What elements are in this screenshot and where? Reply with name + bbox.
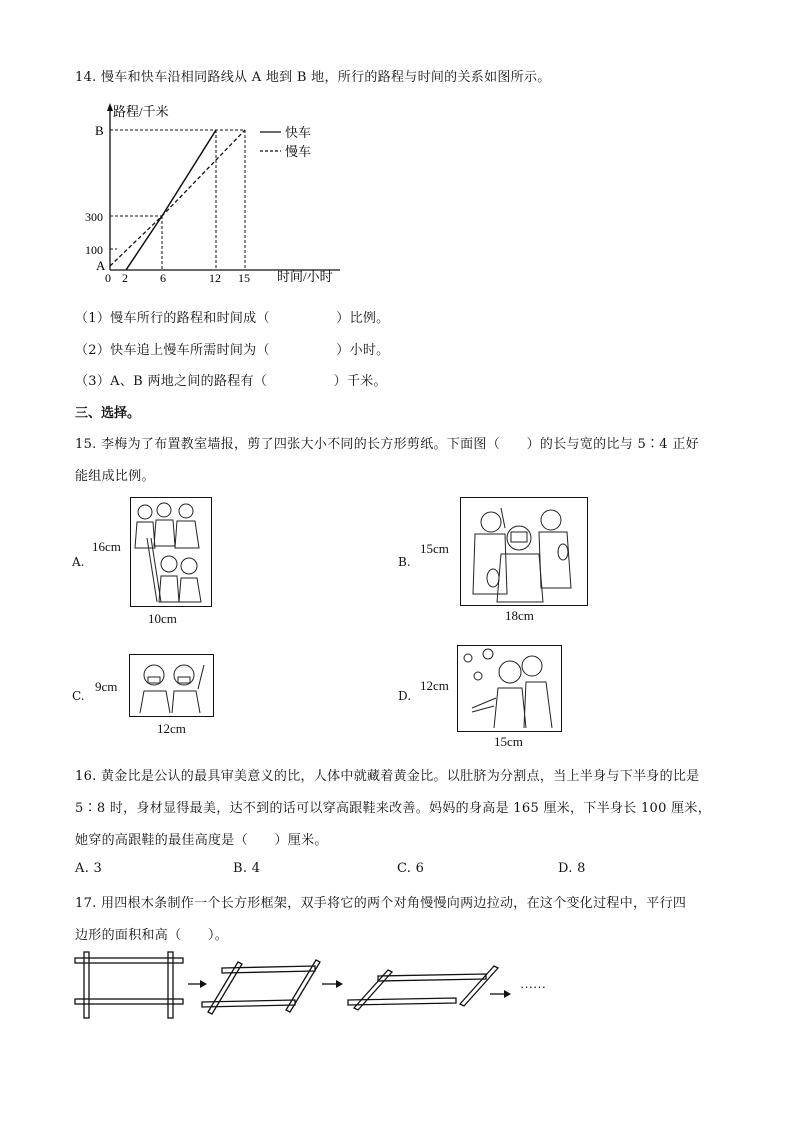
legend-slow: 慢车: [285, 144, 312, 159]
q15-option-b-height: 15cm: [420, 541, 449, 556]
q15-option-a-height: 16cm: [92, 539, 121, 554]
series-slow-car: [110, 130, 245, 266]
q14-sub2: （2）快车追上慢车所需时间为（ ）小时。: [75, 343, 390, 358]
x-tick-12: 12: [209, 271, 221, 285]
q17-frames-diagram: [70, 950, 550, 1030]
q16-option-b[interactable]: B. 4: [233, 861, 261, 876]
q15-option-a-letter[interactable]: A.: [72, 555, 85, 569]
arrow-right-icon: [322, 980, 343, 988]
q16-option-d[interactable]: D. 8: [558, 861, 586, 876]
parallelogram-frame-icon: [348, 966, 498, 1010]
legend-fast: 快车: [285, 125, 312, 140]
q15-option-b-letter[interactable]: B.: [398, 555, 411, 569]
q15-option-d-width: 15cm: [494, 734, 523, 749]
q14-text: 14. 慢车和快车沿相同路线从 A 地到 B 地，所行的路程与时间的关系如图所示。: [75, 70, 551, 85]
arrow-right-icon: [188, 980, 207, 988]
q14-sub3: （3）A、B 两地之间的路程有（ ）千米。: [75, 374, 387, 389]
q15-line1: 15. 李梅为了布置教室墙报，剪了四张大小不同的长方形剪纸。下面图（ ）的长与宽的比与 5∶4 正好: [75, 437, 699, 452]
q15-option-d-letter[interactable]: D.: [398, 689, 412, 703]
x-tick-2: 2: [122, 271, 128, 285]
q15-option-b-picture[interactable]: [460, 497, 588, 606]
section-title: 三、选择。: [75, 406, 141, 421]
q15-option-d-height: 12cm: [420, 678, 449, 693]
x-tick-0: 0: [105, 271, 111, 285]
q16-line1: 16. 黄金比是公认的最具审美意义的比，人体中就藏着黄金比。以肚脐为分割点，当上半身与下半身的比是: [75, 769, 700, 784]
series-fast-car: [126, 130, 216, 270]
q15-option-c-width: 12cm: [157, 721, 186, 736]
q15-option-a-width: 10cm: [148, 611, 177, 626]
q17-line1: 17. 用四根木条制作一个长方形框架，双手将它的两个对角慢慢向两边拉动，在这个变化过程中，平行四: [75, 896, 687, 911]
rectangle-frame-icon: [75, 952, 183, 1018]
q15-option-b-width: 18cm: [505, 608, 534, 623]
q15-option-c-height: 9cm: [95, 679, 118, 694]
continuation-ellipsis: ……: [520, 976, 546, 991]
q15-line2: 能组成比例。: [75, 469, 155, 484]
x-tick-6: 6: [160, 271, 166, 285]
chart-xlabel: 时间/小时: [277, 269, 333, 284]
y-tick-100: 100: [85, 243, 103, 257]
medics-illustration-icon: [131, 498, 211, 606]
y-tick-300: 300: [85, 210, 103, 224]
q17-line2: 边形的面积和高（ ）。: [75, 928, 229, 943]
q15-option-c-picture[interactable]: [129, 654, 214, 717]
parallelogram-frame-icon: [202, 960, 320, 1014]
q16-line2: 5∶8 时，身材显得最美，达不到的话可以穿高跟鞋来改善。妈妈的身高是 165 厘米，下半身长 100 厘米，: [75, 801, 712, 816]
chart-ylabel: 路程/千米: [113, 104, 169, 119]
q15-option-a-picture[interactable]: [130, 497, 212, 607]
x-tick-15: 15: [238, 271, 250, 285]
q16-option-c[interactable]: C. 6: [397, 861, 425, 876]
q16-line3: 她穿的高跟鞋的最佳高度是（ ）厘米。: [75, 833, 328, 848]
y-tick-B: B: [95, 123, 104, 138]
medics-illustration-icon: [461, 498, 587, 605]
q15-option-c-letter[interactable]: C.: [72, 689, 85, 703]
q15-option-d-picture[interactable]: [457, 645, 562, 732]
q16-option-a[interactable]: A. 3: [75, 861, 103, 876]
arrow-right-icon: [490, 990, 511, 998]
medics-illustration-icon: [458, 646, 561, 731]
medics-illustration-icon: [130, 655, 213, 716]
q14-sub1: （1）慢车所行的路程和时间成（ ）比例。: [75, 311, 390, 326]
y-tick-A: A: [96, 258, 106, 273]
q14-chart: [85, 98, 355, 290]
